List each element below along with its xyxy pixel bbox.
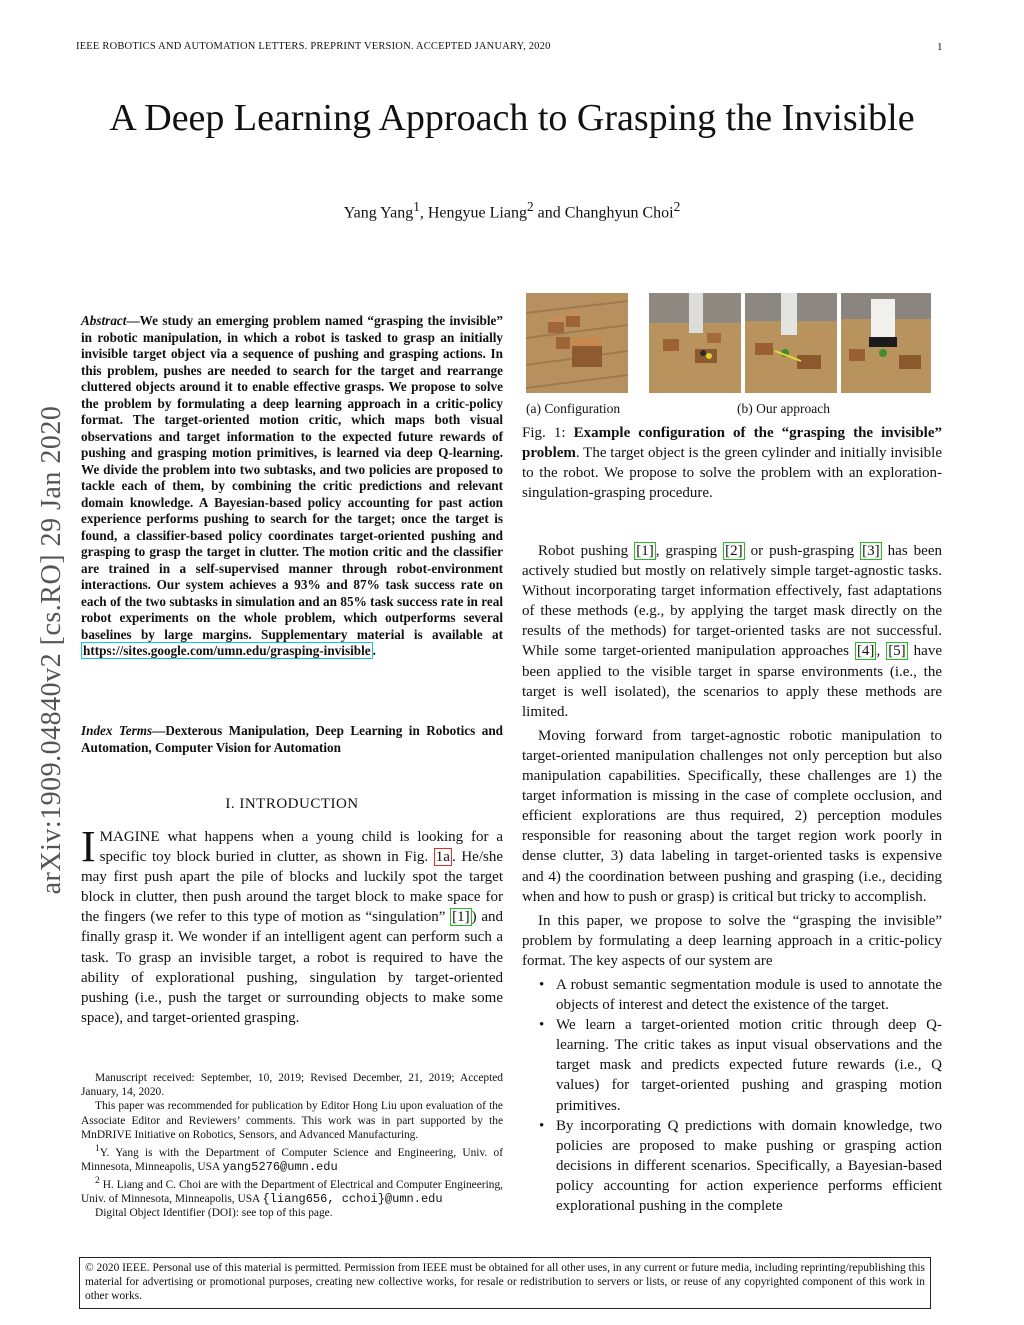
running-header: IEEE ROBOTICS AND AUTOMATION LETTERS. PREPRINT VERSION. ACCEPTED JANUARY, 2020 [76,41,551,52]
list-item: • A robust semantic segmentation module is used to annotate the objects of interest and detect the existence of the target. [556,975,942,1015]
author-affiliation: 2 [673,199,681,214]
author-list: Yang Yang$^1$, Hengyue Liang$^2$ and Changhyun Choi$^2$ [343,199,681,222]
abstract-text: —We study an emerging problem named “grasping the invisible” in robotic manipulation, in which a robot is tasked to grasp an initially invisible target object via a sequence of pushing and grasping actions. In this problem, pushes are needed to search for the target and rearrange cluttered objects around it to enable effective grasps. We propose to solve the problem by formulating a deep learning approach in a critic-policy format. The target-oriented motion critic, which maps both visual observations and target information to the expected future rewards of pushing and grasping motion primitives, is learned via deep Q-learning. We divide the problem into two subtasks, and two policies are proposed to tackle each of them, by combining the critic predictions and relevant domain knowledge. A Bayesian-based policy accounting for past action experience performs pushing to search for the target; once the target is found, a classifier-based policy coordinates target-oriented pushing and grasping to grasp the target in clutter. The motion critic and the classifier are trained in a self-supervised manner through robot-environment interactions. Our system achieves a 93% and 87% task success rate on each of the two subtasks in simulation and an 85% task success rate in real robot experiments on the whole problem, which outperforms several baselines by large margins. Supplementary material is available at [81,313,503,642]
list-item: • By incorporating Q predictions with domain knowledge, two policies are proposed to make pushing or grasping action decisions in different scenarios. Specifically, a Bayesian-based policy accounting for action experience performs efficient explorational pushing in the complete [556,1116,942,1216]
citation-link[interactable]: [3] [862,543,880,559]
email: {liang656, cchoi}@umn.edu [262,1192,443,1207]
author-name: Yang Yang [343,204,414,222]
footnote-recommended: This paper was recommended for publication by Editor Hong Liu upon evaluation of the Associate Editor and Reviewers’ comments. This work was in part supported by the MnDRIVE Initiative on Robotics, Sensors, and Advanced Manufacturing. [81,1100,503,1141]
subfigure-caption-a: (a) Configuration [526,401,621,416]
citation-link[interactable]: [2] [725,543,743,559]
index-terms-text: —Dexterous Manipulation, Deep Learning in Robotics and Automation, Computer Vision for Automation [81,723,503,755]
list-item: • We learn a target-oriented motion critic through deep Q-learning. The critic takes as input visual observations and the target mask and predicts expected future rewards (i.e., Q values) for target-oriented pushing and grasping motion primitives. [556,1015,942,1115]
paper-title: A Deep Learning Approach to Grasping the Invisible [109,97,915,139]
figure-image-approach-step-2 [745,293,837,393]
figure-caption: Fig. 1: Example configuration of the “grasping the invisible” problem. The target object is the green cylinder and initially invisible to the robot. We propose to solve the problem with an exploration-singulation-grasping procedure. [522,425,942,501]
page-number: 1 [937,41,943,53]
copyright-notice: © 2020 IEEE. Personal use of this material is permitted. Permission from IEEE must be obtained for all other uses, in any current or future media, including reprinting/republishing this material for advertising or promotional purposes, creating new collective works, for resale or redistribution to servers or lists, or reuse of any copyrighted component of this work in other works. [79,1257,931,1309]
subfigure-caption-b: (b) Our approach [737,401,830,416]
email: yang5276@umn.edu [222,1160,338,1175]
figure-image-approach-step-1 [649,293,741,393]
author-name: Hengyue Liang [427,204,527,222]
index-terms [81,722,503,756]
paragraph: Moving forward from target-agnostic robotic manipulation to target-oriented manipulation challenges not only perception but also manipulation capabilities. Specifically, these challenges are 1) the target information is missing in the case of complete occlusion, and efficient explorations are thus required, 2) perception modules responsible for reasoning about the target region work poorly in dense clutter, 3) data labeling in target-oriented tasks is expensive and 4) the coordination between pushing and grasping (i.e., deciding when and how to push or grasp) is critical but tricky to accomplish. [522,727,942,905]
right-column-body [522,541,942,1216]
footnote-doi: Digital Object Identifier (DOI): see top of this page. [95,1207,333,1220]
index-terms-label: Index Terms [81,723,153,738]
figure-image-configuration [526,293,628,393]
author-affiliation: 2 [526,199,534,214]
drop-cap: I [81,822,96,871]
paragraph: Robot pushing [1] , grasping [2] or push-grasping [3] has been actively studied but mostly on relatively simple target-agnostic tasks. Without incorporating target information effectively, fast adaptations of these methods (e.g., by applying the target mask directly on the results of the methods) for target-oriented tasks are not successful. While some target-oriented manipulation approaches [4] , [5] have been applied to the visible target in sparse environments (i.e., the target is well isolated), the scenarios to apply these methods are limited. [522,543,942,720]
author-name: Changhyun Choi [564,204,674,222]
figure-image-approach-step-3 [841,293,931,393]
arxiv-stamp: arXiv:1909.04840v2 [cs.RO] 29 Jan 2020 [36,405,67,895]
footnotes [81,1071,503,1221]
contribution-list [522,975,942,1216]
paragraph: In this paper, we propose to solve the “grasping the invisible” problem by formulating a deep learning approach in a critic-policy format. The key aspects of our system are [522,912,942,969]
figure-reference-link[interactable]: 1a [435,849,450,866]
citation-link[interactable]: [4] [856,643,875,660]
section-heading: I. INTRODUCTION [225,796,359,812]
abstract-label: Abstract [81,313,127,328]
footnote-affiliation-1: $^1$Y. Yang is with the Department of Computer Science and Engineering, Univ. of Minnesota, Minneapolis, USA yang5276@umn.edu [81,1144,503,1175]
citation-link[interactable]: [5] [888,643,906,660]
footnote-affiliation-2: $^2$ H. Liang and C. Choi are with the Department of Electrical and Computer Engineering, Univ. of Minnesota, Minneapolis, USA {liang656, cchoi}@umn.edu [81,1176,503,1207]
abstract: Abstract—We study an emerging problem named “grasping the invisible” in robotic manipulation, in which a robot is tasked to grasp an initially invisible target object via a sequence of pushing and grasping actions. In this problem, pushes are needed to search for the target and rearrange cluttered objects around it to enable effective grasps. We propose to solve the problem by formulating a deep learning approach in a critic-policy format. The target-oriented motion critic, which maps both visual observations and target information to the expected future rewards of pushing and grasping motion primitives, is learned via deep Q-learning. We divide the problem into two subtasks, and two policies are proposed to tackle each of them, by combining the critic predictions and relevant domain knowledge. A Bayesian-based policy accounting for past action experience performs pushing to search for the target; once the target is found, a classifier-based policy coordinates target-oriented pushing and grasping to grasp the target in clutter. The motion critic and the classifier are trained in a self-supervised manner through robot-environment interactions. Our system achieves a 93% and 87% task success rate on each of the two subtasks in simulation and an 85% task success rate in real robot experiments on the whole problem, which outperforms several baselines by large margins. Supplementary material is available at https://sites.google.com/umn.edu/grasping-invisible . [81,313,503,658]
citation-link[interactable]: [1] [452,909,470,926]
supplementary-link[interactable]: https://sites.google.com/umn.edu/grasping-invisible [83,643,371,658]
footnote-received: Manuscript received: September, 10, 2019; Revised December, 21, 2019; Accepted January, 14, 2020. [81,1072,503,1099]
intro-paragraph: IMAGINE what happens when a young child is looking for a specific toy block buried in clutter, as shown in Fig. 1a . He/she may first push apart the pile of blocks and luckily spot the target block in clutter, then push around the target block to make space for the fingers (we refer to this type of motion as “singulation” [1] ) and finally grasp it. We wonder if an intelligent agent can perform such a task. To grasp an invisible target, a robot is required to have the ability of explorational pushing, singulation by target-oriented pushing (i.e., push the target or surrounding objects to make some space), and target-oriented grasping. [81,822,503,1026]
citation-link[interactable]: [1] [636,543,654,559]
author-affiliation: 1 [413,199,420,214]
